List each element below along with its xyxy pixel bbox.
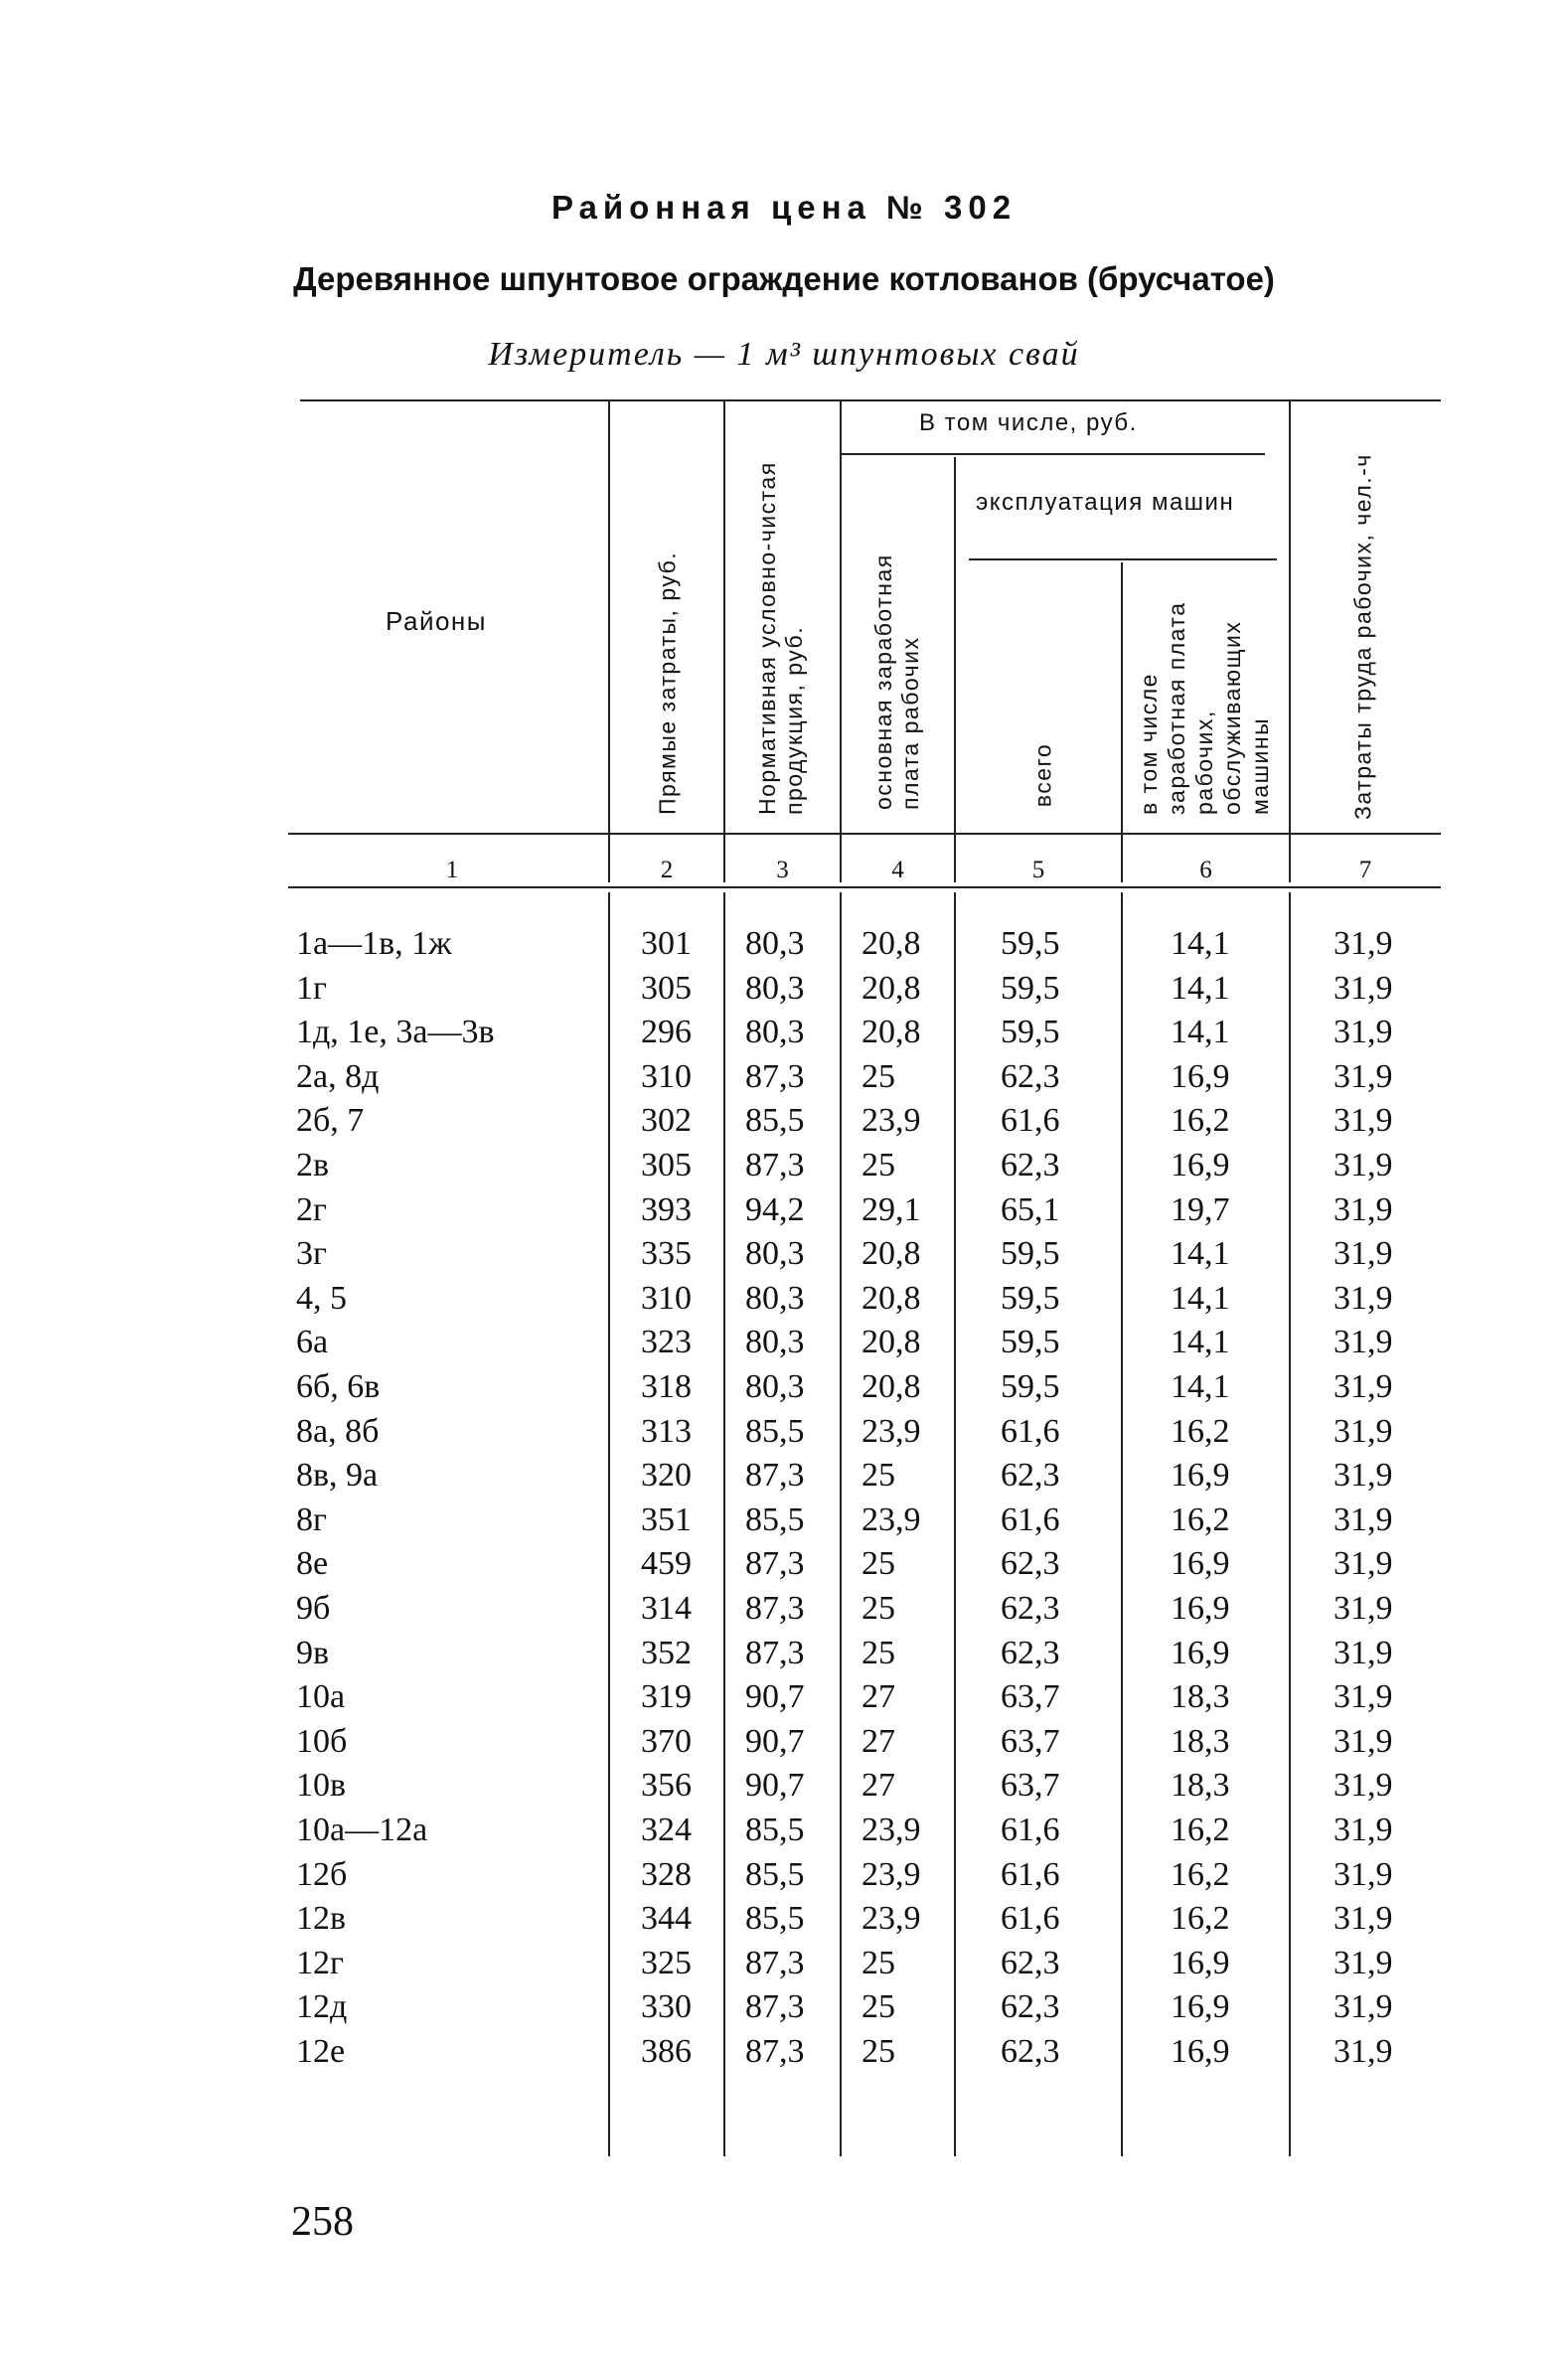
cell-labor-costs: 31,9 [1333,2033,1393,2070]
cell-machines-total: 59,5 [1001,1014,1060,1051]
cell-direct-costs: 310 [641,1057,692,1095]
cell-district: 2а, 8д [296,1057,380,1095]
cell-district: 1г [296,969,327,1007]
cell-net-production: 87,3 [745,1634,805,1671]
col-number-6: 6 [1199,857,1212,883]
cell-direct-costs: 324 [641,1812,692,1848]
cell-direct-costs: 370 [641,1722,692,1760]
cell-machines-total: 61,6 [1001,1812,1060,1848]
cell-district: 8е [296,1545,329,1583]
cell-machine-operator-wages: 16,2 [1171,1102,1230,1140]
table-row [0,922,1568,966]
header-machines-total: всего [1029,742,1056,808]
cell-base-wages: 25 [862,1457,895,1495]
table-row [0,1632,1568,1675]
cell-labor-costs: 31,9 [1333,1944,1393,1981]
cell-machine-operator-wages: 14,1 [1171,1014,1230,1051]
table-row [0,1365,1568,1409]
cell-district: 10а—12а [296,1812,428,1848]
cell-base-wages: 23,9 [862,1102,921,1140]
cell-direct-costs: 325 [641,1944,692,1981]
cell-district: 8г [296,1500,327,1538]
col-number-2: 2 [660,857,674,883]
cell-net-production: 94,2 [745,1190,805,1228]
cell-machine-operator-wages: 18,3 [1171,1722,1230,1760]
cell-base-wages: 25 [862,1057,895,1095]
cell-district: 8а, 8б [296,1412,380,1450]
cell-machines-total: 59,5 [1001,925,1060,962]
cell-district: 2г [296,1190,327,1228]
cell-net-production: 80,3 [745,969,805,1007]
cell-labor-costs: 31,9 [1333,1457,1393,1495]
cell-machine-operator-wages: 19,7 [1171,1190,1230,1228]
cell-district: 3г [296,1235,327,1273]
cell-net-production: 87,3 [745,1457,805,1495]
cell-district: 1а—1в, 1ж [296,925,452,962]
cell-machine-operator-wages: 16,2 [1171,1812,1230,1848]
cell-machine-operator-wages: 16,9 [1171,1057,1230,1095]
cell-district: 12г [296,1944,344,1981]
table-row [0,1587,1568,1631]
cell-net-production: 85,5 [745,1500,805,1538]
cell-base-wages: 20,8 [862,1324,921,1361]
cell-machines-total: 59,5 [1001,1368,1060,1405]
col-divider-6 [1289,401,1291,882]
cell-machines-total: 62,3 [1001,1944,1060,1981]
table-row [0,1809,1568,1852]
cell-district: 9б [296,1590,331,1627]
cell-machines-total: 62,3 [1001,2033,1060,2070]
cell-machine-operator-wages: 16,9 [1171,1545,1230,1583]
cell-direct-costs: 305 [641,1147,692,1183]
cell-district: 12д [296,1988,348,2026]
cell-district: 8в, 9а [296,1457,379,1495]
cell-direct-costs: 319 [641,1678,692,1716]
cell-base-wages: 20,8 [862,1279,921,1317]
cell-direct-costs: 330 [641,1988,692,2026]
table-row [0,1410,1568,1454]
cell-district: 2б, 7 [296,1102,365,1140]
cell-net-production: 85,5 [745,1900,805,1938]
col-number-7: 7 [1358,857,1372,883]
table-row [0,1454,1568,1498]
cell-machine-operator-wages: 18,3 [1171,1678,1230,1716]
cell-labor-costs: 31,9 [1333,1412,1393,1450]
cell-net-production: 80,3 [745,1368,805,1405]
table-subtitle: Деревянное шпунтовое ограждение котлованов (брусчатое) [293,260,1275,297]
cell-base-wages: 29,1 [862,1190,921,1228]
cell-machines-total: 62,3 [1001,1545,1060,1583]
cell-district: 2в [296,1147,330,1183]
cell-direct-costs: 320 [641,1457,692,1495]
cell-net-production: 85,5 [745,1412,805,1450]
table-row [0,1498,1568,1542]
table-row [0,1720,1568,1764]
cell-district: 12б [296,1855,348,1893]
cell-machines-total: 61,6 [1001,1102,1060,1140]
cell-direct-costs: 352 [641,1634,692,1671]
cell-machines-total: 61,6 [1001,1412,1060,1450]
group-rule-machines [969,558,1277,560]
cell-net-production: 80,3 [745,1014,805,1051]
cell-labor-costs: 31,9 [1333,969,1393,1007]
cell-machines-total: 59,5 [1001,1235,1060,1273]
cell-base-wages: 23,9 [862,1900,921,1938]
cell-district: 12в [296,1900,347,1938]
cell-labor-costs: 31,9 [1333,1855,1393,1893]
cell-direct-costs: 344 [641,1900,692,1938]
cell-machines-total: 62,3 [1001,1147,1060,1183]
table-row [0,1188,1568,1232]
cell-net-production: 87,3 [745,1590,805,1627]
col-number-1: 1 [445,857,459,883]
cell-machines-total: 63,7 [1001,1767,1060,1805]
cell-base-wages: 25 [862,1545,895,1583]
cell-direct-costs: 313 [641,1412,692,1450]
table-row [0,1055,1568,1099]
cell-labor-costs: 31,9 [1333,1678,1393,1716]
table-top-rule [300,399,1441,401]
cell-labor-costs: 31,9 [1333,1767,1393,1805]
col-number-5: 5 [1031,857,1045,883]
cell-net-production: 85,5 [745,1855,805,1893]
table-row [0,1853,1568,1897]
cell-base-wages: 20,8 [862,1368,921,1405]
cell-direct-costs: 314 [641,1590,692,1627]
cell-labor-costs: 31,9 [1333,1500,1393,1538]
cell-machines-total: 65,1 [1001,1190,1060,1228]
cell-base-wages: 20,8 [862,925,921,962]
cell-machines-total: 59,5 [1001,1279,1060,1317]
cell-direct-costs: 323 [641,1324,692,1361]
cell-machines-total: 62,3 [1001,1057,1060,1095]
col-divider-1 [608,401,610,882]
cell-district: 6а [296,1324,329,1361]
cell-labor-costs: 31,9 [1333,1102,1393,1140]
cell-machine-operator-wages: 14,1 [1171,1324,1230,1361]
cell-machines-total: 62,3 [1001,1457,1060,1495]
cell-machine-operator-wages: 18,3 [1171,1767,1230,1805]
cell-machine-operator-wages: 14,1 [1171,925,1230,962]
cell-labor-costs: 31,9 [1333,1900,1393,1938]
header-direct-costs: Прямые затраты, руб. [654,551,681,815]
cell-net-production: 87,3 [745,1147,805,1183]
cell-net-production: 90,7 [745,1767,805,1805]
cell-machines-total: 62,3 [1001,1590,1060,1627]
cell-net-production: 85,5 [745,1102,805,1140]
cell-labor-costs: 31,9 [1333,1722,1393,1760]
cell-base-wages: 25 [862,1590,895,1627]
cell-machines-total: 62,3 [1001,1988,1060,2026]
cell-direct-costs: 296 [641,1014,692,1051]
cell-net-production: 80,3 [745,1324,805,1361]
cell-machine-operator-wages: 14,1 [1171,1279,1230,1317]
cell-net-production: 87,3 [745,1057,805,1095]
cell-base-wages: 25 [862,2033,895,2070]
cell-net-production: 87,3 [745,2033,805,2070]
cell-machine-operator-wages: 16,2 [1171,1855,1230,1893]
cell-machine-operator-wages: 14,1 [1171,969,1230,1007]
table-row [0,1011,1568,1054]
header-bottom-rule [288,833,1441,835]
header-including-group: В том числе, руб. [919,409,1138,436]
cell-machines-total: 59,5 [1001,1324,1060,1361]
cell-labor-costs: 31,9 [1333,925,1393,962]
col-number-3: 3 [776,857,789,883]
cell-labor-costs: 31,9 [1333,1279,1393,1317]
cell-net-production: 90,7 [745,1722,805,1760]
header-machine-operator-wages: в том числе заработная плата рабочих, обслуживающих машины [1136,601,1273,815]
col-divider-4 [954,457,956,882]
table-row [0,1144,1568,1187]
cell-machine-operator-wages: 16,9 [1171,2033,1230,2070]
cell-labor-costs: 31,9 [1333,1147,1393,1183]
cell-base-wages: 27 [862,1767,895,1805]
table-row [0,1942,1568,1985]
cell-district: 10в [296,1767,347,1805]
cell-machine-operator-wages: 16,2 [1171,1500,1230,1538]
cell-direct-costs: 386 [641,2033,692,2070]
table-row [0,1277,1568,1321]
cell-labor-costs: 31,9 [1333,1634,1393,1671]
table-row [0,1675,1568,1719]
cell-base-wages: 25 [862,1944,895,1981]
cell-labor-costs: 31,9 [1333,1235,1393,1273]
cell-labor-costs: 31,9 [1333,1190,1393,1228]
cell-direct-costs: 310 [641,1279,692,1317]
page-number: 258 [291,2199,354,2245]
cell-net-production: 80,3 [745,925,805,962]
cell-net-production: 85,5 [745,1812,805,1848]
header-labor-costs: Затраты труда рабочих, чел.-ч [1349,453,1376,820]
cell-labor-costs: 31,9 [1333,1368,1393,1405]
cell-labor-costs: 31,9 [1333,1014,1393,1051]
cell-base-wages: 20,8 [862,969,921,1007]
cell-machine-operator-wages: 16,9 [1171,1988,1230,2026]
cell-net-production: 80,3 [745,1279,805,1317]
table-row [0,1099,1568,1143]
col-divider-5 [1121,562,1123,882]
col-divider-2 [723,401,725,882]
table-row [0,2030,1568,2074]
cell-base-wages: 23,9 [862,1412,921,1450]
cell-machines-total: 62,3 [1001,1634,1060,1671]
cell-direct-costs: 459 [641,1545,692,1583]
cell-district: 12е [296,2033,346,2070]
cell-base-wages: 23,9 [862,1855,921,1893]
cell-machine-operator-wages: 14,1 [1171,1368,1230,1405]
cell-base-wages: 20,8 [862,1235,921,1273]
col-divider-3 [840,401,842,882]
group-rule-including [840,453,1265,455]
cell-direct-costs: 301 [641,925,692,962]
table-row [0,1542,1568,1586]
cell-machines-total: 63,7 [1001,1678,1060,1716]
cell-district: 9в [296,1634,330,1671]
header-base-wages: основная заработная плата рабочих [870,553,923,810]
cell-base-wages: 20,8 [862,1014,921,1051]
table-row [0,1764,1568,1808]
cell-machine-operator-wages: 16,9 [1171,1590,1230,1627]
header-machines-group: эксплуатация машин [976,489,1235,516]
table-row [0,1897,1568,1941]
cell-district: 6б, 6в [296,1368,381,1405]
table-row [0,1985,1568,2029]
cell-district: 4, 5 [296,1279,347,1317]
table-row [0,967,1568,1011]
cell-direct-costs: 305 [641,969,692,1007]
cell-machines-total: 61,6 [1001,1900,1060,1938]
cell-machine-operator-wages: 14,1 [1171,1235,1230,1273]
cell-district: 10б [296,1722,348,1760]
col-number-4: 4 [891,857,904,883]
cell-machines-total: 61,6 [1001,1500,1060,1538]
cell-labor-costs: 31,9 [1333,1057,1393,1095]
cell-labor-costs: 31,9 [1333,1545,1393,1583]
cell-base-wages: 25 [862,1634,895,1671]
cell-net-production: 87,3 [745,1545,805,1583]
cell-net-production: 90,7 [745,1678,805,1716]
cell-labor-costs: 31,9 [1333,1590,1393,1627]
cell-base-wages: 27 [862,1722,895,1760]
cell-machine-operator-wages: 16,9 [1171,1634,1230,1671]
cell-direct-costs: 335 [641,1235,692,1273]
cell-labor-costs: 31,9 [1333,1812,1393,1848]
cell-machines-total: 59,5 [1001,969,1060,1007]
table-row [0,1321,1568,1364]
cell-machine-operator-wages: 16,2 [1171,1412,1230,1450]
cell-base-wages: 23,9 [862,1500,921,1538]
cell-district: 1д, 1е, 3а—3в [296,1014,495,1051]
measurement-unit: Измеритель — 1 м³ шпунтовых свай [488,336,1080,373]
cell-labor-costs: 31,9 [1333,1988,1393,2026]
cell-direct-costs: 318 [641,1368,692,1405]
cell-direct-costs: 302 [641,1102,692,1140]
table-row [0,1232,1568,1276]
cell-base-wages: 25 [862,1147,895,1183]
cell-base-wages: 23,9 [862,1812,921,1848]
cell-district: 10а [296,1678,346,1716]
cell-direct-costs: 328 [641,1855,692,1893]
cell-net-production: 87,3 [745,1944,805,1981]
header-net-production: Нормативная условно-чистая продукция, руб. [754,461,807,815]
cell-direct-costs: 351 [641,1500,692,1538]
cell-machine-operator-wages: 16,9 [1171,1457,1230,1495]
cell-net-production: 87,3 [745,1988,805,2026]
cell-base-wages: 25 [862,1988,895,2026]
cell-machine-operator-wages: 16,2 [1171,1900,1230,1938]
cell-machine-operator-wages: 16,9 [1171,1944,1230,1981]
cell-net-production: 80,3 [745,1235,805,1273]
cell-labor-costs: 31,9 [1333,1324,1393,1361]
price-title: Районная цена № 302 [550,189,1018,226]
cell-machines-total: 63,7 [1001,1722,1060,1760]
cell-machines-total: 61,6 [1001,1855,1060,1893]
cell-machine-operator-wages: 16,9 [1171,1147,1230,1183]
cell-base-wages: 27 [862,1678,895,1716]
cell-direct-costs: 356 [641,1767,692,1805]
colnum-bottom-rule [288,886,1441,888]
cell-direct-costs: 393 [641,1190,692,1228]
header-districts: Районы [386,606,487,636]
